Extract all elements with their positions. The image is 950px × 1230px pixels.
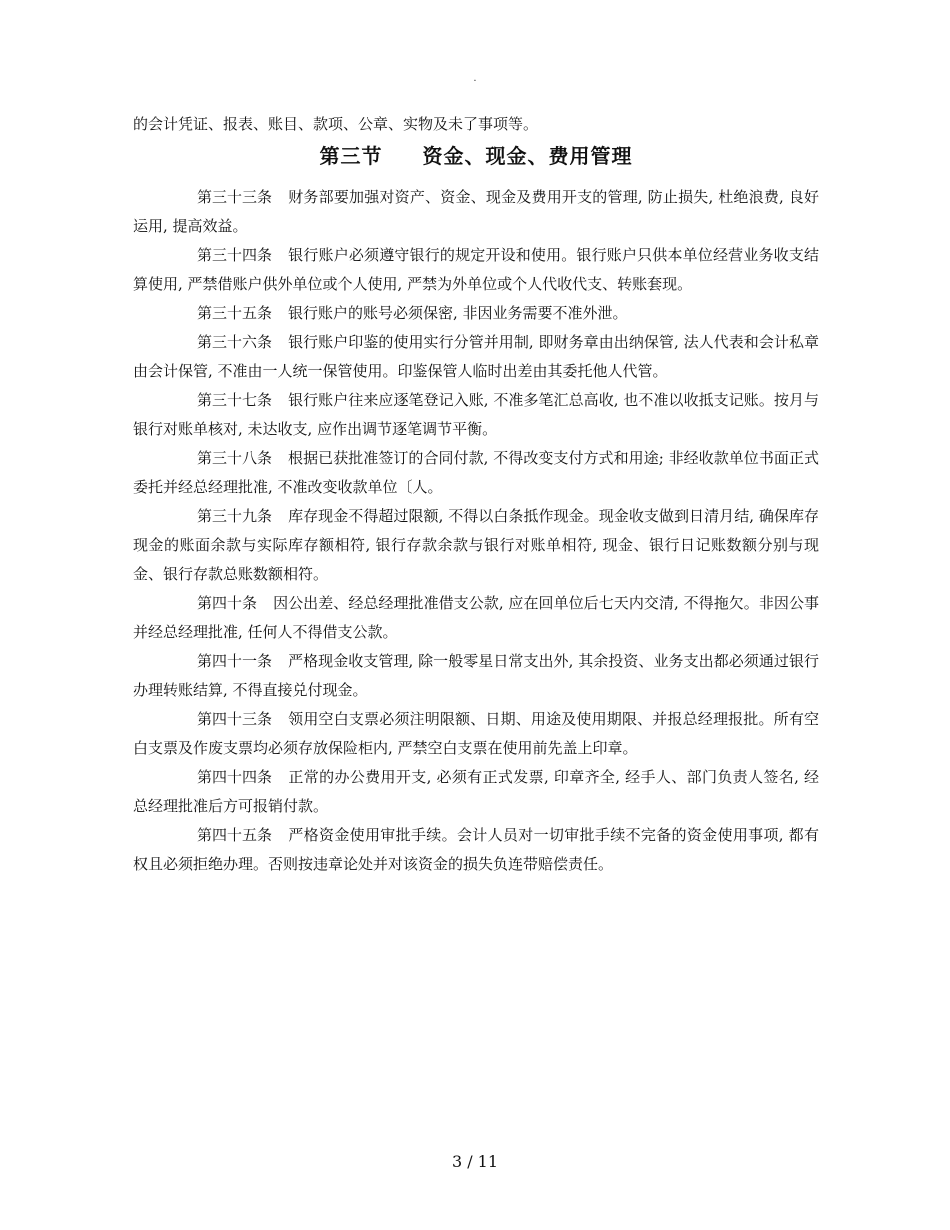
article-text: 正常的办公费用开支, 必须有正式发票, 印章齐全, 经手人、部门负责人签名, 经总经理批准后方可报销付款。 bbox=[133, 768, 819, 815]
article-number: 第四十三条 bbox=[197, 710, 273, 728]
article-text: 领用空白支票必须注明限额、日期、用途及使用期限、并报总经理报批。所有空白支票及作废支票均必须存放保险柜内, 严禁空白支票在使用前先盖上印章。 bbox=[133, 710, 819, 757]
article-number: 第四十五条 bbox=[197, 826, 273, 844]
article-text: 严格资金使用审批手续。会计人员对一切审批手续不完备的资金使用事项, 都有权且必须拒绝办理。否则按违章论处并对该资金的损失负连带赔偿责任。 bbox=[133, 826, 819, 873]
article-text: 因公出差、经总经理批准借支公款, 应在回单位后七天内交清, 不得拖欠。非因公事并经总经理批准, 任何人不得借支公款。 bbox=[133, 594, 819, 641]
article-text: 严格现金收支管理, 除一般零星日常支出外, 其余投资、业务支出都必须通过银行办理转账结算, 不得直接兑付现金。 bbox=[133, 652, 819, 699]
article-list bbox=[133, 183, 819, 879]
article-paragraph bbox=[133, 241, 819, 299]
section-number: 第三节 bbox=[319, 144, 383, 168]
article-text: 银行账户往来应逐笔登记入账, 不准多笔汇总高收, 也不准以收抵支记账。按月与银行对账单核对, 未达收支, 应作出调节逐笔调节平衡。 bbox=[133, 391, 819, 438]
article-paragraph bbox=[133, 502, 819, 589]
article-number: 第三十九条 bbox=[197, 507, 273, 525]
article-number: 第三十六条 bbox=[197, 333, 273, 351]
article-paragraph bbox=[133, 705, 819, 763]
article-paragraph bbox=[133, 299, 819, 328]
article-paragraph bbox=[133, 386, 819, 444]
article-paragraph bbox=[133, 183, 819, 241]
article-number: 第四十四条 bbox=[197, 768, 273, 786]
section-heading bbox=[133, 139, 819, 173]
article-text: 根据已获批准签订的合同付款, 不得改变支付方式和用途; 非经收款单位书面正式委托并经总经理批准, 不准改变收款单位〔人。 bbox=[133, 449, 819, 496]
article-paragraph bbox=[133, 589, 819, 647]
article-number: 第三十四条 bbox=[197, 246, 273, 264]
article-number: 第四十一条 bbox=[197, 652, 273, 670]
article-text: 库存现金不得超过限额, 不得以白条抵作现金。现金收支做到日清月结, 确保库存现金的账面余款与实际库存额相符, 银行存款余款与银行对账单相符, 现金、银行日记账数额分别与现金、银行存款总账数额相符。 bbox=[133, 507, 819, 583]
article-number: 第三十三条 bbox=[197, 188, 273, 206]
article-text: 财务部要加强对资产、资金、现金及费用开支的管理, 防止损失, 杜绝浪费, 良好运用, 提高效益。 bbox=[133, 188, 819, 235]
article-paragraph bbox=[133, 821, 819, 879]
article-paragraph bbox=[133, 444, 819, 502]
article-paragraph bbox=[133, 763, 819, 821]
article-number: 第三十五条 bbox=[197, 304, 273, 322]
article-text: 银行账户的账号必须保密, 非因业务需要不准外泄。 bbox=[288, 304, 628, 322]
article-text: 银行账户印鉴的使用实行分管并用制, 即财务章由出纳保管, 法人代表和会计私章由会计保管, 不准由一人统一保管使用。印鉴保管人临时出差由其委托他人代管。 bbox=[133, 333, 819, 380]
section-title: 资金、现金、费用管理 bbox=[422, 144, 633, 168]
article-number: 第三十七条 bbox=[197, 391, 273, 409]
article-text: 银行账户必须遵守银行的规定开设和使用。银行账户只供本单位经营业务收支结算使用, 严禁借账户供外单位或个人使用, 严禁为外单位或个人代收代支、转账套现。 bbox=[133, 246, 819, 293]
document-body bbox=[133, 110, 819, 879]
page-number: 3 / 11 bbox=[451, 1152, 499, 1171]
article-number: 第四十条 bbox=[197, 594, 258, 612]
article-number: 第三十八条 bbox=[197, 449, 273, 467]
article-paragraph bbox=[133, 647, 819, 705]
carryover-line: 的会计凭证、报表、账目、款项、公章、实物及未了事项等。 bbox=[133, 115, 539, 133]
header-mark: . bbox=[473, 73, 477, 84]
article-paragraph bbox=[133, 328, 819, 386]
